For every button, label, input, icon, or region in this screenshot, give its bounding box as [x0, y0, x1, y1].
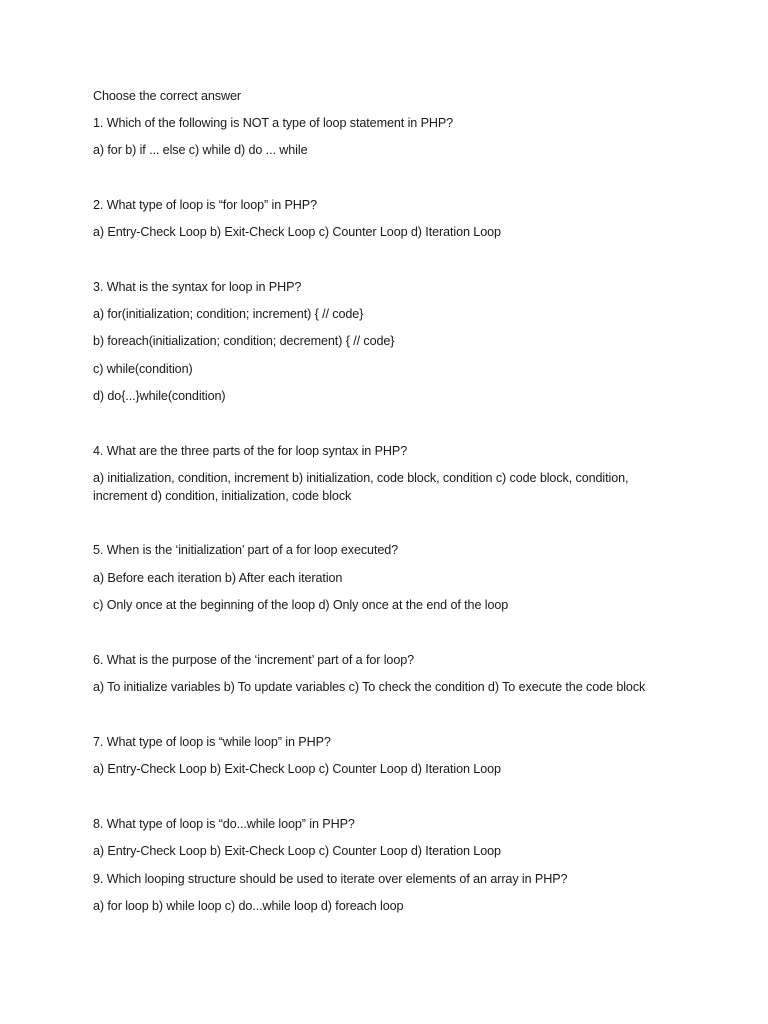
question-4-options: a) initialization, condition, increment b) initialization, code block, condition c) code block, condition, increment d) condition, initialization, code block [93, 471, 629, 503]
question-5: 5. When is the ‘initialization’ part of a for loop executed? [93, 543, 399, 557]
question-3-option-d: d) do{...}while(condition) [93, 389, 226, 403]
question-3-option-b: b) foreach(initialization; condition; decrement) { // code} [93, 334, 395, 348]
question-7: 7. What type of loop is “while loop” in PHP? [93, 735, 331, 749]
question-3-option-a: a) for(initialization; condition; increment) { // code} [93, 307, 364, 321]
heading: Choose the correct answer [93, 89, 241, 103]
question-6-options: a) To initialize variables b) To update variables c) To check the condition d) To execute the code block [93, 680, 646, 694]
question-9: 9. Which looping structure should be used to iterate over elements of an array in PHP? [93, 872, 568, 886]
question-5-options-line-1: a) Before each iteration b) After each iteration [93, 571, 343, 585]
question-6: 6. What is the purpose of the ‘increment’ part of a for loop? [93, 653, 415, 667]
question-9-options: a) for loop b) while loop c) do...while loop d) foreach loop [93, 899, 404, 913]
question-8-options: a) Entry-Check Loop b) Exit-Check Loop c) Counter Loop d) Iteration Loop [93, 844, 501, 858]
question-8: 8. What type of loop is “do...while loop” in PHP? [93, 817, 355, 831]
question-3: 3. What is the syntax for loop in PHP? [93, 280, 302, 294]
question-2: 2. What type of loop is “for loop” in PHP? [93, 198, 317, 212]
question-5-options-line-2: c) Only once at the beginning of the loop d) Only once at the end of the loop [93, 598, 509, 612]
question-2-options: a) Entry-Check Loop b) Exit-Check Loop c) Counter Loop d) Iteration Loop [93, 225, 501, 239]
question-3-option-c: c) while(condition) [93, 362, 193, 376]
question-1: 1. Which of the following is NOT a type of loop statement in PHP? [93, 116, 454, 130]
question-1-options: a) for b) if ... else c) while d) do ... while [93, 143, 308, 157]
question-7-options: a) Entry-Check Loop b) Exit-Check Loop c) Counter Loop d) Iteration Loop [93, 762, 501, 776]
question-4: 4. What are the three parts of the for loop syntax in PHP? [93, 444, 408, 458]
